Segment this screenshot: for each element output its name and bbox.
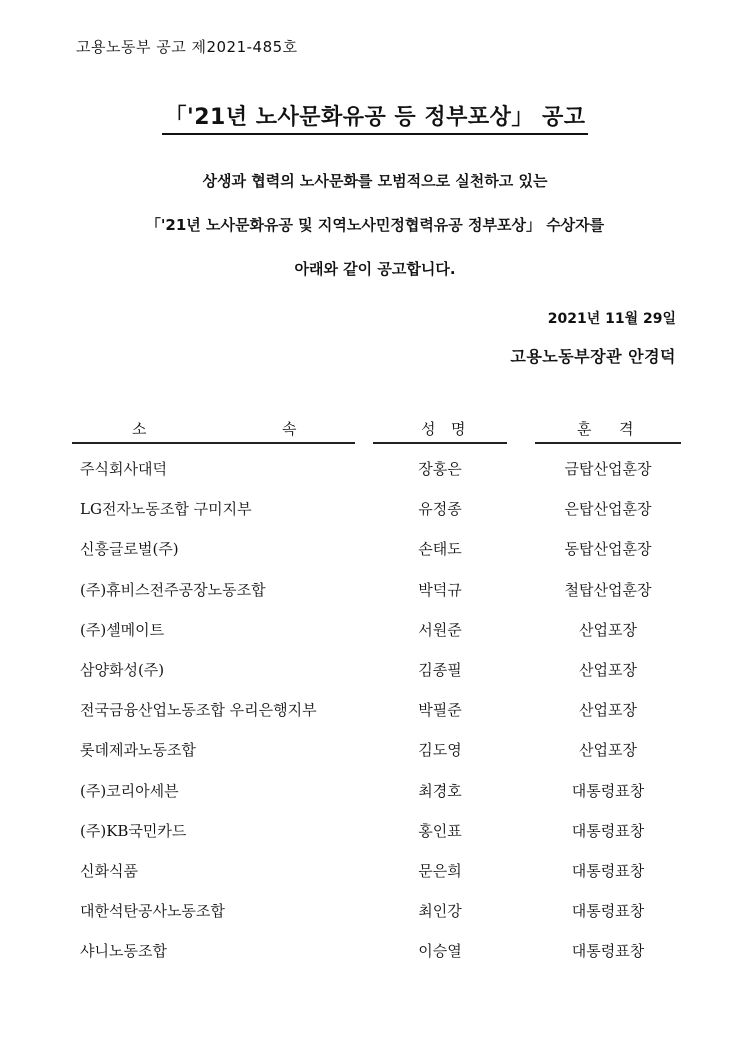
table-body [72, 450, 682, 972]
intro-line: 아래와 같이 공고합니다. [294, 260, 456, 278]
affiliation-cell: 샤니노동조합 [80, 942, 167, 961]
table-row [72, 691, 682, 731]
header-award-char: 격 [619, 420, 634, 438]
table-row [72, 892, 682, 932]
header-affiliation-char: 소 [132, 420, 147, 438]
award-cell: 산업포장 [579, 620, 637, 639]
name-cell: 김도영 [418, 741, 462, 760]
affiliation-cell: 삼양화성(주) [80, 660, 165, 679]
name-cell: 최인강 [418, 902, 462, 921]
header-award-char: 훈 [577, 420, 592, 438]
affiliation-cell: (주)코리아세븐 [80, 781, 179, 800]
table-row [72, 530, 682, 570]
header-affiliation [72, 416, 355, 444]
page-title [0, 100, 750, 135]
affiliation-cell: 대한석탄공사노동조합 [80, 902, 225, 921]
award-cell: 대통령표창 [571, 781, 645, 800]
name-cell: 박덕규 [418, 580, 462, 599]
name-cell: 이승열 [418, 942, 462, 961]
table-row [72, 731, 682, 771]
award-cell: 동탑산업훈장 [564, 540, 652, 559]
name-cell: 문은희 [418, 861, 462, 880]
table-row [72, 772, 682, 812]
name-cell: 서원준 [418, 620, 462, 639]
name-cell: 홍인표 [418, 821, 462, 840]
name-cell: 유정종 [418, 500, 462, 519]
affiliation-cell: 신흥글로벌(주) [80, 540, 179, 559]
award-cell: 산업포장 [579, 741, 637, 760]
table-row [72, 611, 682, 651]
table-row [72, 571, 682, 611]
affiliation-cell: LG전자노동조합 구미지부 [80, 500, 252, 519]
signer: 고용노동부장관 안경덕 [510, 347, 676, 366]
affiliation-cell: 신화식품 [80, 861, 138, 880]
award-cell: 산업포장 [579, 660, 637, 679]
affiliation-cell: 전국금융산업노동조합 우리은행지부 [80, 701, 317, 720]
header-name-char: 명 [451, 420, 466, 438]
name-cell: 김종필 [418, 660, 462, 679]
award-cell: 대통령표창 [571, 902, 645, 921]
intro-line: 상생과 협력의 노사문화를 모범적으로 실천하고 있는 [202, 172, 548, 190]
table-header [72, 416, 682, 446]
notice-number: 고용노동부 공고 제2021-485호 [76, 38, 298, 56]
name-cell: 손태도 [418, 540, 462, 559]
award-cell: 산업포장 [579, 701, 637, 720]
award-cell: 철탑산업훈장 [564, 580, 652, 599]
award-cell: 금탑산업훈장 [564, 460, 652, 478]
header-affiliation-char: 속 [282, 420, 297, 438]
affiliation-cell: (주)셀메이트 [80, 620, 165, 639]
header-name-char: 성 [421, 420, 436, 438]
affiliation-cell: (주)휴비스전주공장노동조합 [80, 580, 266, 599]
notice-date: 2021년 11월 29일 [547, 311, 676, 327]
table-row [72, 852, 682, 892]
table-row [72, 490, 682, 530]
affiliation-cell: 롯데제과노동조합 [80, 741, 196, 760]
intro-line: 「'21년 노사문화유공 및 지역노사민정협력유공 정부포상」 수상자를 [145, 216, 605, 234]
award-cell: 대통령표창 [571, 942, 645, 961]
award-cell: 대통령표창 [571, 861, 645, 880]
table-row [72, 932, 682, 972]
affiliation-cell: 주식회사대덕 [80, 460, 167, 478]
affiliation-cell: (주)KB국민카드 [80, 821, 187, 840]
award-cell: 대통령표창 [571, 821, 645, 840]
table-row [72, 651, 682, 691]
table-row [72, 450, 682, 490]
header-name [373, 416, 507, 444]
awardee-table [72, 416, 682, 961]
name-cell: 장홍은 [418, 460, 462, 478]
title-text: 「'21년 노사문화유공 등 정부포상」 공고 [162, 100, 587, 135]
name-cell: 박필준 [418, 701, 462, 720]
intro-paragraph [0, 170, 750, 302]
table-row [72, 812, 682, 852]
name-cell: 최경호 [418, 781, 462, 800]
header-award [535, 416, 681, 444]
award-cell: 은탑산업훈장 [564, 500, 652, 519]
